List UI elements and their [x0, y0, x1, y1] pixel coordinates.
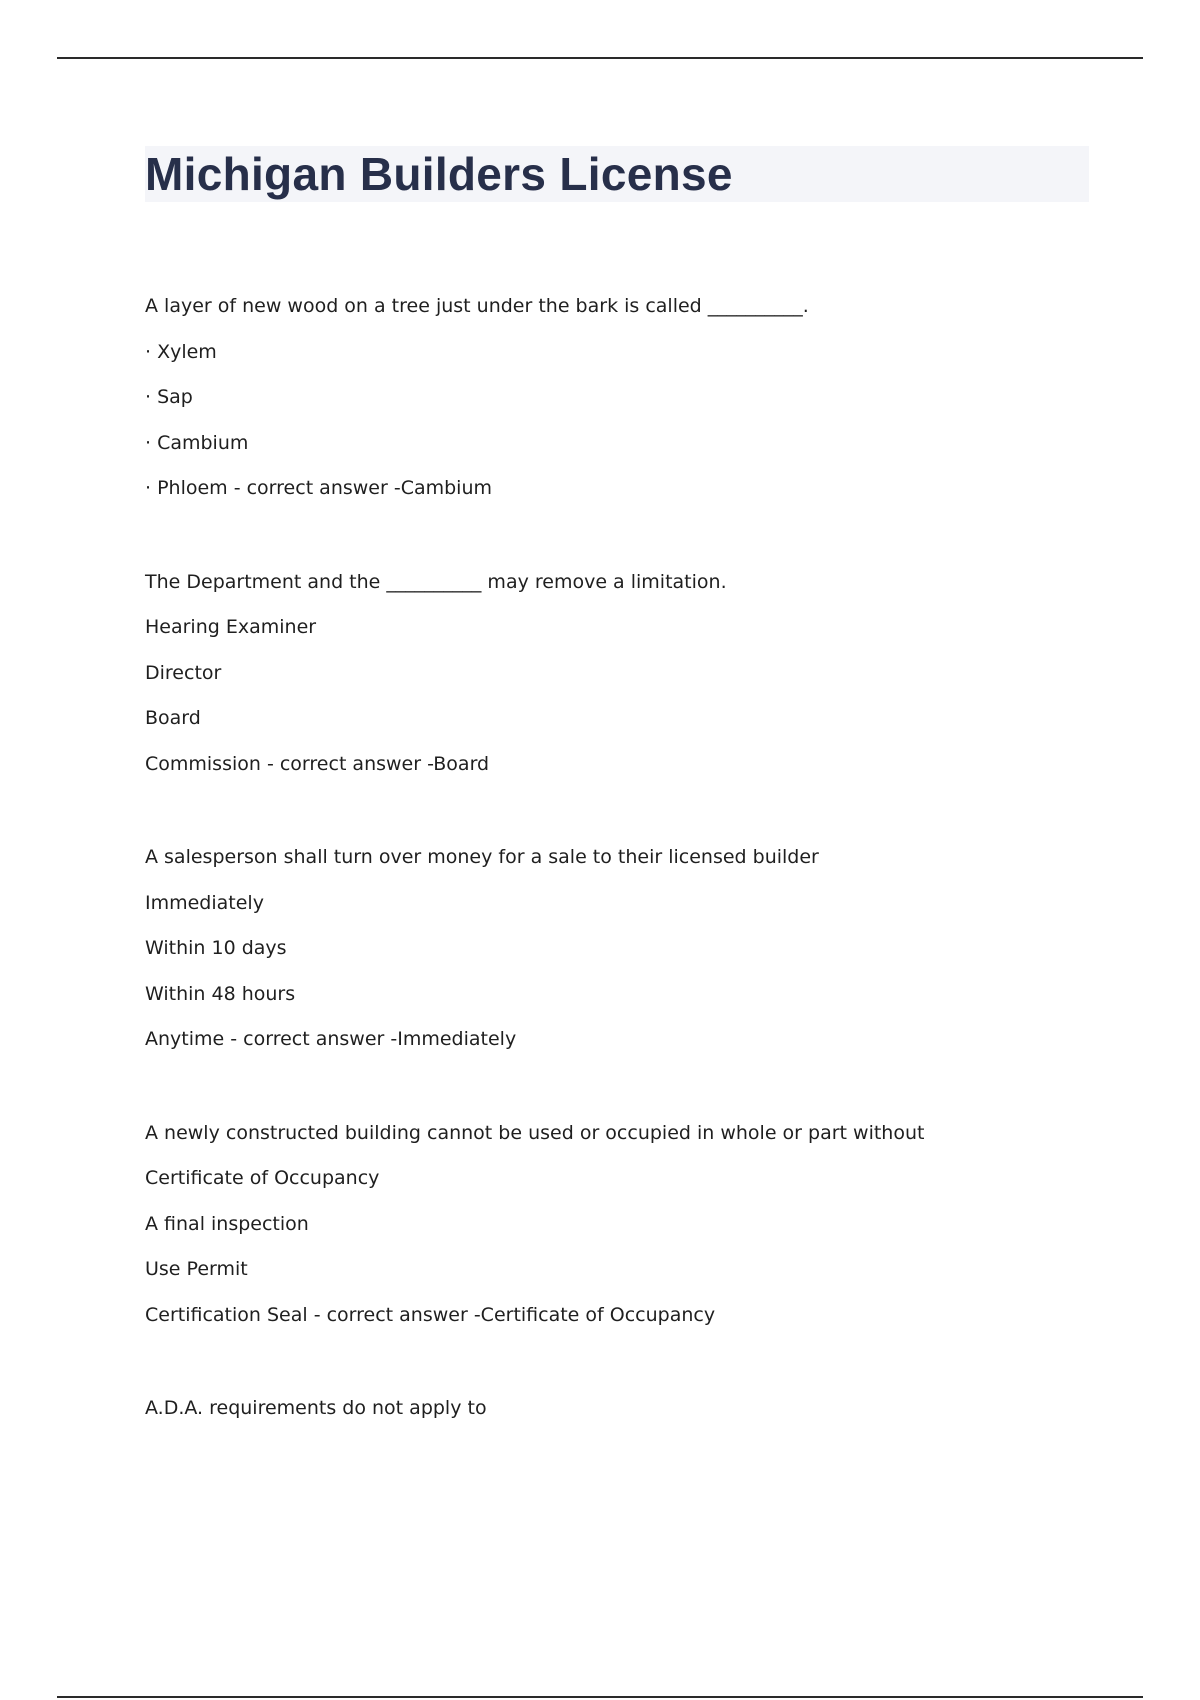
answer-option-with-correct-answer: Commission - correct answer -Board: [145, 752, 490, 775]
question-prompt: A salesperson shall turn over money for a sale to their licensed builder: [145, 846, 819, 868]
answer-option: · Xylem: [145, 340, 217, 363]
question-block: [145, 835, 1090, 1063]
question-prompt: A.D.A. requirements do not apply to: [145, 1397, 487, 1419]
answer-option: Within 10 days: [145, 937, 287, 959]
question-prompt: The Department and the __________ may remove a limitation.: [145, 570, 727, 593]
answer-option: · Cambium: [145, 431, 249, 454]
document-title: Michigan Builders License: [145, 148, 733, 200]
question-block: [145, 560, 1090, 788]
footer-rule: [57, 1696, 1143, 1698]
question-prompt: A layer of new wood on a tree just under the bark is called __________.: [145, 295, 809, 317]
answer-option: · Sap: [145, 386, 193, 408]
answer-option: Certificate of Occupancy: [145, 1167, 380, 1189]
question-block: [145, 284, 1090, 512]
question-block: [145, 1111, 1090, 1339]
answer-option-with-correct-answer: Certification Seal - correct answer -Certificate of Occupancy: [145, 1303, 716, 1326]
answer-option: Use Permit: [145, 1258, 248, 1280]
answer-option: Board: [145, 707, 201, 729]
answer-option: A final inspection: [145, 1212, 309, 1235]
answer-option-with-correct-answer: · Phloem - correct answer -Cambium: [145, 477, 493, 499]
answer-option: Director: [145, 661, 222, 684]
title-banner: [145, 146, 1089, 202]
answer-option: Immediately: [145, 891, 264, 914]
answer-option-with-correct-answer: Anytime - correct answer -Immediately: [145, 1028, 517, 1050]
question-block: [145, 1386, 1090, 1432]
question-prompt: A newly constructed building cannot be used or occupied in whole or part without: [145, 1121, 925, 1144]
answer-option: Within 48 hours: [145, 982, 296, 1005]
document-body: [145, 146, 1090, 1480]
header-rule: [57, 57, 1143, 59]
question-list: [145, 284, 1090, 1432]
answer-option: Hearing Examiner: [145, 616, 317, 638]
